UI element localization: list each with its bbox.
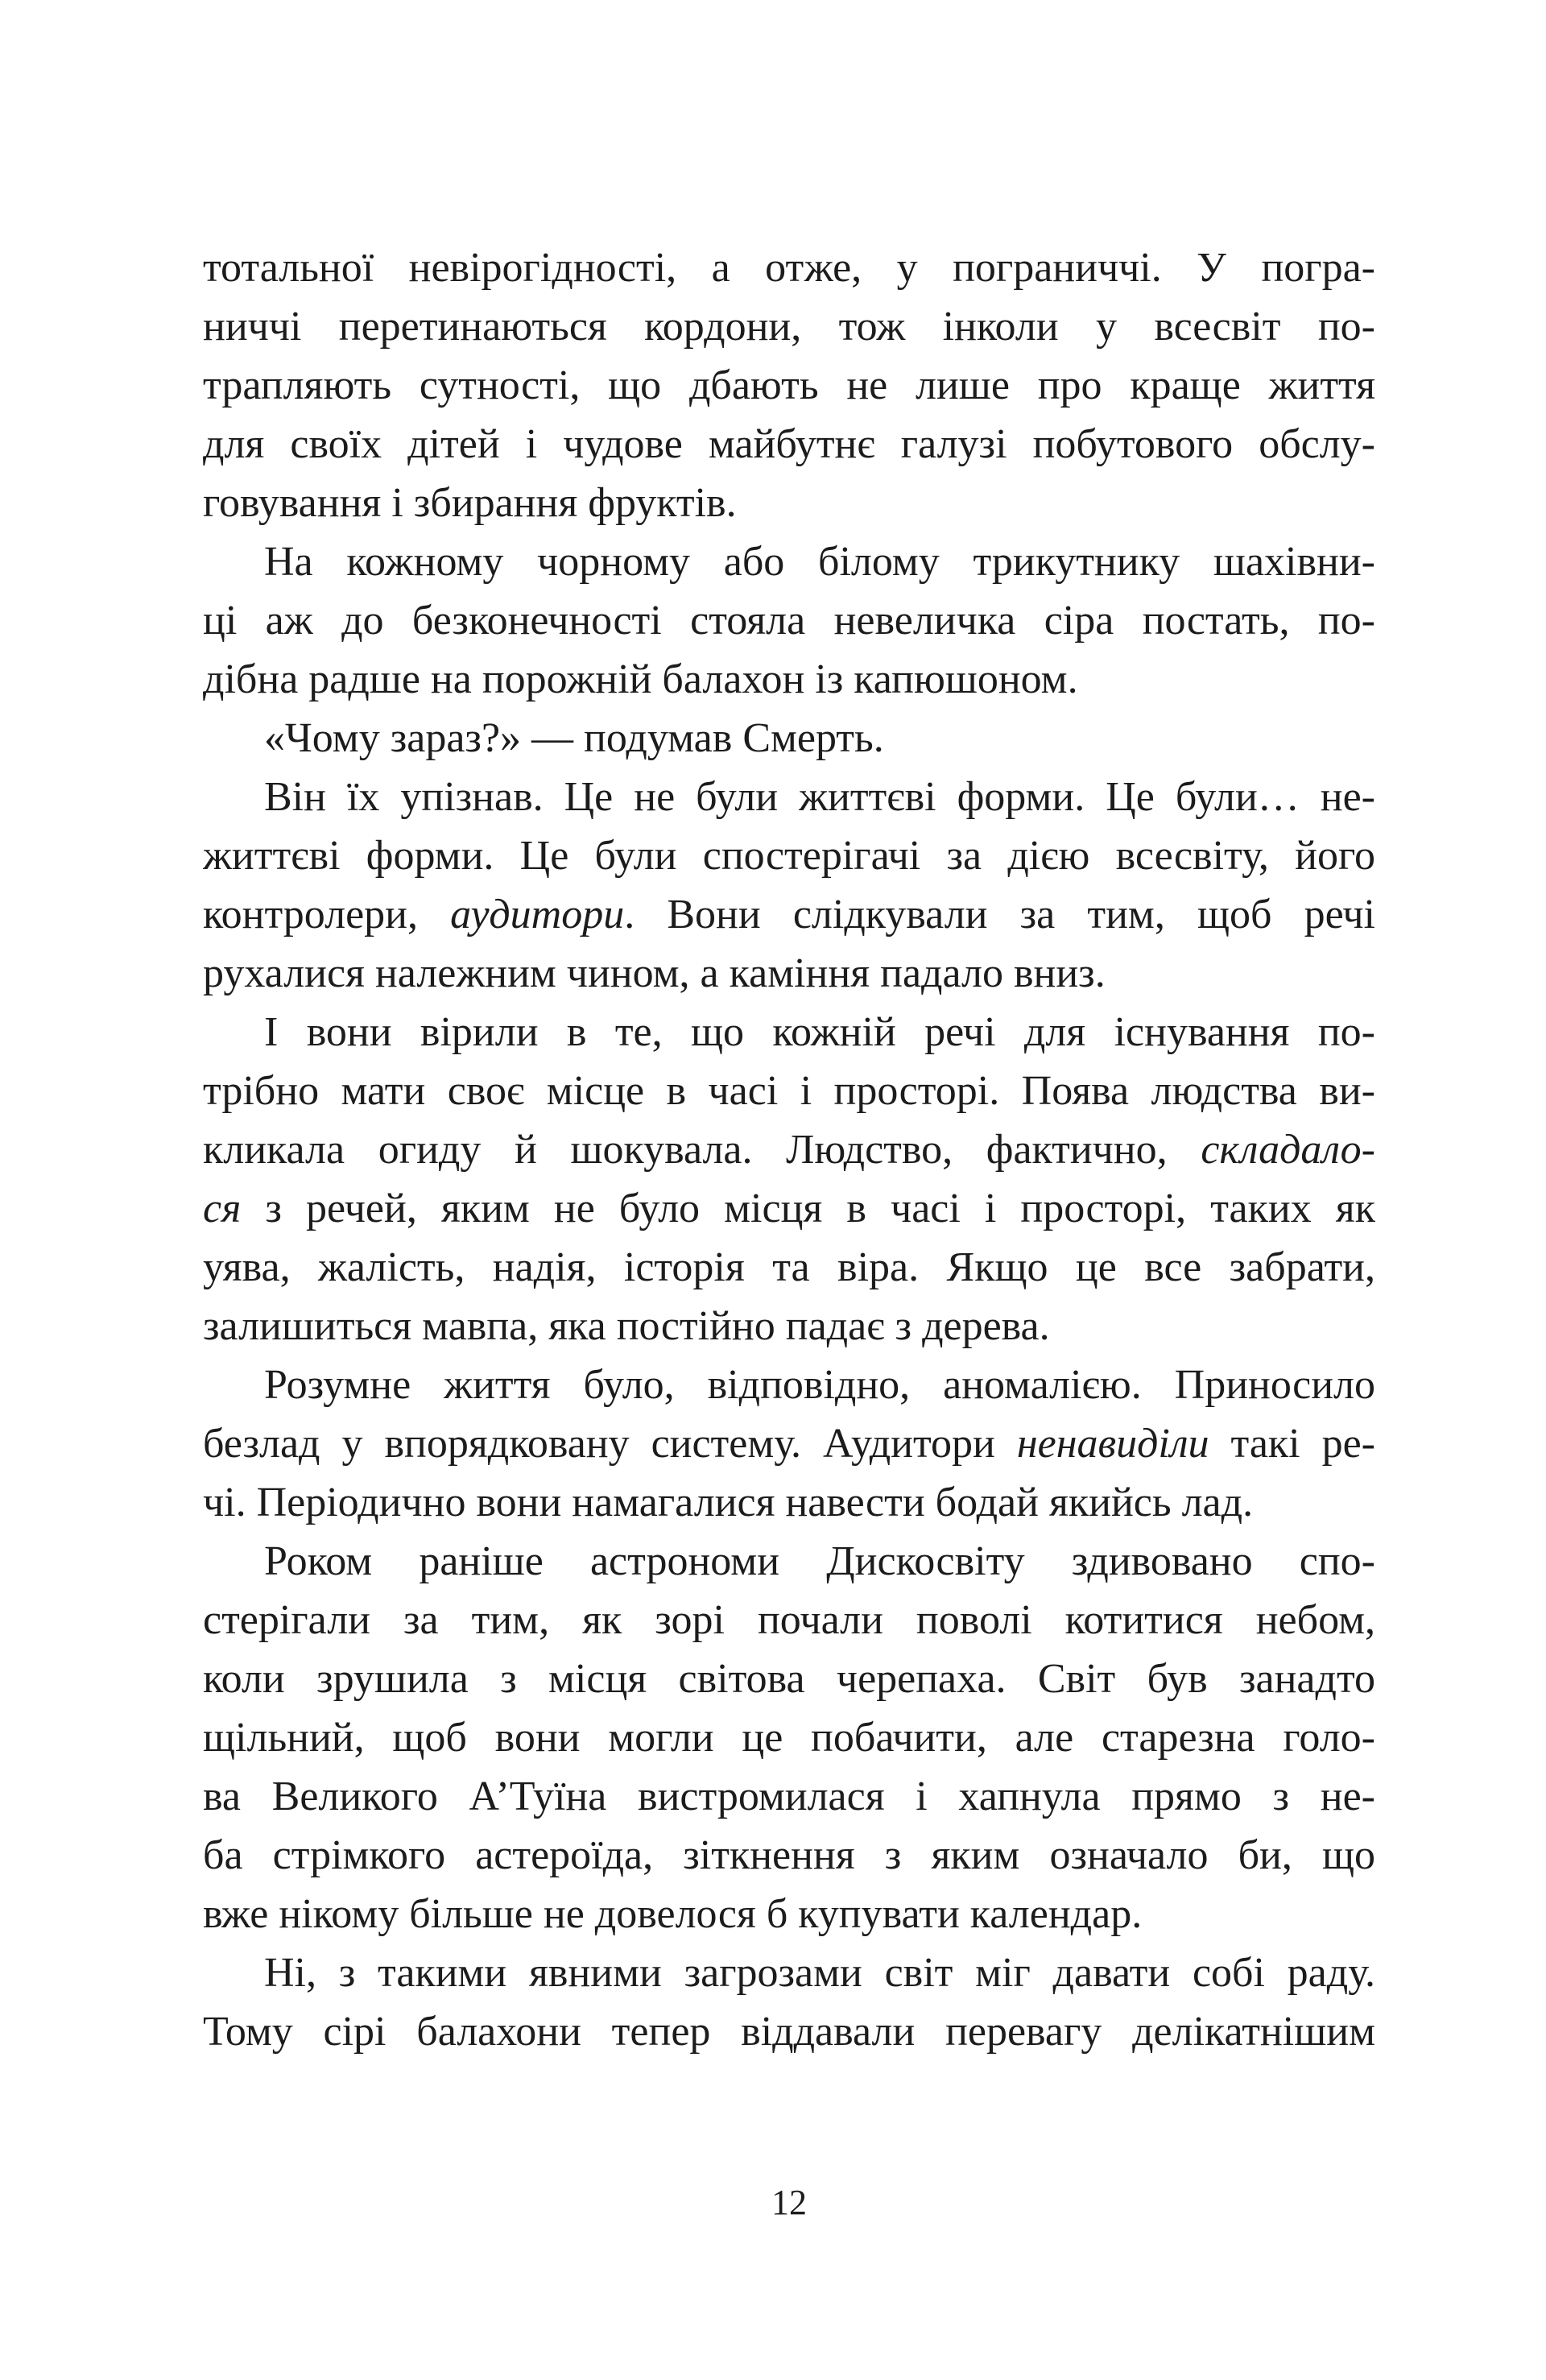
text-line: [203, 356, 1375, 415]
text-segment: «Чому зараз?» — подумав Смерть.: [264, 715, 884, 761]
text-segment: Тому сірі балахони тепер віддавали перевагу делікатнішим: [203, 2009, 1375, 2055]
text-line: [203, 415, 1375, 474]
text-segment: трібно мати своє місце в часі і просторі. Поява людства ви-: [203, 1068, 1375, 1114]
text-line: [203, 885, 1375, 944]
text-segment: стерігали за тим, як зорі почали поволі котитися небом,: [203, 1597, 1375, 1643]
text-segment: життєві форми. Це були спостерігачі за дією всесвіту, його: [203, 833, 1375, 879]
text-segment: рухалися належним чином, а каміння падало вниз.: [203, 950, 1106, 996]
text-segment: безлад у впорядковану систему. Аудитори: [203, 1421, 1017, 1467]
text-segment: Він їх упізнав. Це не були життєві форми. Це були… не-: [264, 774, 1375, 820]
text-line: [203, 532, 1375, 591]
text-line: [203, 297, 1375, 356]
text-line: [203, 591, 1375, 650]
text-line: [203, 1708, 1375, 1767]
text-segment: ниччі перетинаються кордони, тож інколи у всесвіт по-: [203, 304, 1375, 350]
text-segment: трапляють сутності, що дбають не лише про краще життя: [203, 362, 1375, 408]
text-segment: говування і збирання фруктів.: [203, 480, 737, 526]
page-number: 12: [771, 2183, 807, 2222]
text-segment: такі ре-: [1209, 1421, 1375, 1467]
text-segment: залишиться мавпа, яка постійно падає з дерева.: [203, 1303, 1050, 1349]
text-segment: вже нікому більше не довелося б купувати календар.: [203, 1891, 1143, 1937]
text-segment: уява, жалість, надія, історія та віра. Якщо це все забрати,: [203, 1244, 1375, 1290]
text-line: [203, 1532, 1375, 1591]
text-line: [203, 1649, 1375, 1708]
text-line: [203, 1591, 1375, 1649]
italic-text: ся: [203, 1186, 242, 1231]
italic-text: ненавиділи: [1016, 1421, 1209, 1467]
text-segment: ба стрімкого астероїда, зіткнення з яким означало би, що: [203, 1832, 1375, 1878]
text-line: [203, 1473, 1375, 1532]
text-segment: Ні, з такими явними загрозами світ міг давати собі раду.: [264, 1950, 1375, 1996]
text-line: [203, 474, 1375, 532]
text-segment: з речей, яким не було місця в часі і просторі, таких як: [241, 1186, 1375, 1231]
text-line: [203, 1826, 1375, 1885]
text-segment: ва Великого А’Туїна вистромилася і хапнула прямо з не-: [203, 1774, 1375, 1819]
text-line: [203, 1414, 1375, 1473]
italic-text: складало-: [1201, 1127, 1375, 1173]
text-segment: На кожному чорному або білому трикутнику шахівни-: [264, 539, 1375, 585]
text-segment: тотальної невірогідності, а отже, у пограниччі. У погра-: [203, 245, 1375, 291]
text-line: [203, 1003, 1375, 1062]
text-segment: щільний, щоб вони могли це побачити, але старезна голо-: [203, 1715, 1375, 1761]
text-segment: ці аж до безконечності стояла невеличка сіра постать, по-: [203, 598, 1375, 644]
page-body-text: [203, 238, 1375, 2061]
text-line: [203, 768, 1375, 826]
text-line: [203, 1238, 1375, 1297]
text-line: [203, 650, 1375, 709]
italic-text: аудитори: [450, 892, 625, 938]
text-line: [203, 1297, 1375, 1356]
text-segment: . Вони слідкували за тим, щоб речі: [624, 892, 1375, 938]
text-line: [203, 1943, 1375, 2002]
text-segment: дібна радше на порожній балахон із капюшоном.: [203, 656, 1078, 702]
text-segment: чі. Періодично вони намагалися навести бодай якийсь лад.: [203, 1480, 1254, 1525]
text-line: [203, 826, 1375, 885]
text-line: [203, 1120, 1375, 1179]
text-line: [203, 1885, 1375, 1943]
text-line: [203, 1179, 1375, 1238]
text-segment: для своїх дітей і чудове майбутнє галузі побутового обслу-: [203, 421, 1375, 467]
text-line: [203, 2002, 1375, 2061]
text-line: [203, 1356, 1375, 1414]
text-segment: І вони вірили в те, що кожній речі для існування по-: [264, 1009, 1375, 1055]
text-segment: кликала огиду й шокувала. Людство, фактично,: [203, 1127, 1201, 1173]
text-segment: Розумне життя було, відповідно, аномалією. Приносило: [264, 1362, 1375, 1408]
text-segment: контролери,: [203, 892, 451, 938]
text-line: [203, 238, 1375, 297]
text-line: [203, 944, 1375, 1003]
text-segment: Роком раніше астрономи Дискосвіту здивовано спо-: [264, 1538, 1375, 1584]
text-line: [203, 1767, 1375, 1826]
text-segment: коли зрушила з місця світова черепаха. Світ був занадто: [203, 1656, 1375, 1702]
text-line: [203, 1062, 1375, 1120]
text-line: [203, 709, 1375, 768]
